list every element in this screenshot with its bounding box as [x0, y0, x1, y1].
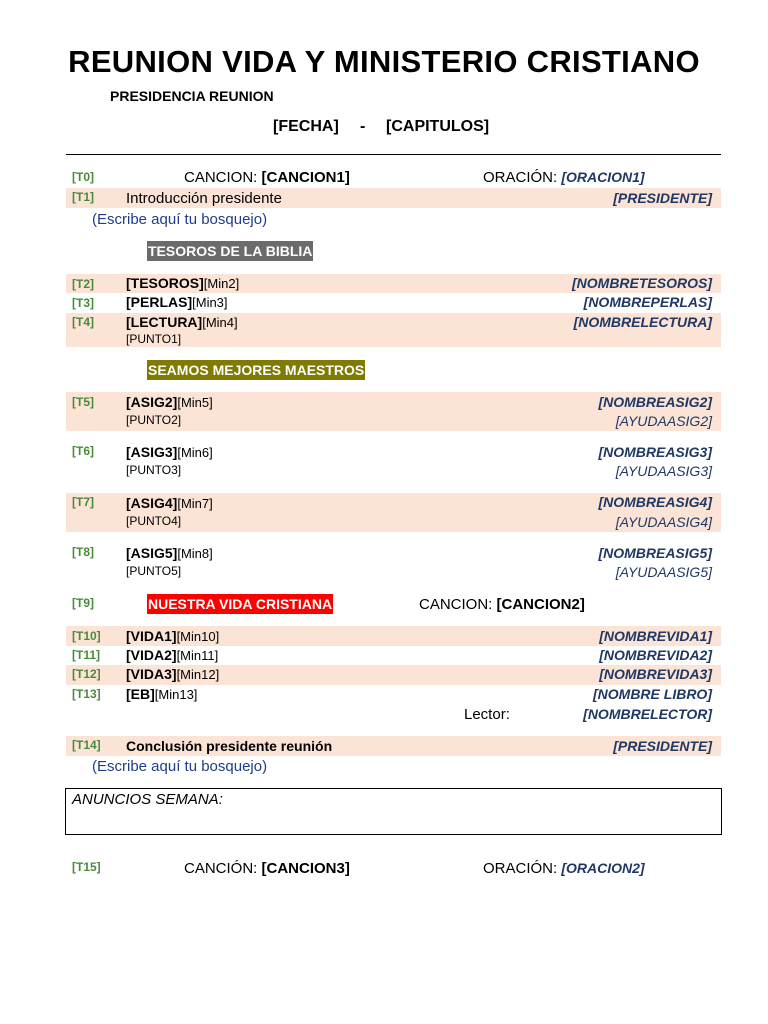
section-maestros: SEAMOS MEJORES MAESTROS [148, 362, 365, 378]
song-label: CANCION: [419, 596, 493, 613]
president-name: [PRESIDENTE] [613, 190, 712, 206]
helper-name: [AYUDAASIG4] [615, 514, 712, 530]
part-title-text: [LECTURA] [126, 314, 203, 330]
part-minutes: [Min4] [202, 315, 238, 330]
part-title [126, 394, 213, 410]
section-vida: NUESTRA VIDA CRISTIANA [148, 596, 333, 612]
part-point: [PUNTO3] [126, 463, 182, 477]
part-title-text: [VIDA2] [126, 647, 177, 663]
row-tag: [T6] [72, 444, 94, 458]
assignee-name: [NOMBRELECTURA] [573, 314, 712, 330]
part-title [126, 686, 197, 702]
part-title [126, 666, 219, 682]
helper-name: [AYUDAASIG3] [615, 463, 712, 479]
assignee-name: [NOMBREASIG5] [598, 545, 712, 561]
assignee-name: [NOMBRETESOROS] [572, 275, 712, 291]
prayer-label: ORACIÓN: [483, 860, 558, 877]
intro-text: Introducción presidente [126, 190, 282, 207]
part-title [126, 444, 213, 460]
part-title [126, 294, 228, 310]
row-tag: [T1] [72, 190, 94, 204]
part-point: [PUNTO5] [126, 564, 182, 578]
part-minutes: [Min7] [177, 496, 213, 511]
part-title [126, 314, 238, 330]
part-minutes: [Min13] [154, 687, 198, 702]
assignee-name: [NOMBREPERLAS] [583, 294, 712, 310]
part-title [126, 647, 218, 663]
row-tag: [T5] [72, 395, 94, 409]
opening-song [184, 169, 350, 186]
prayer-value: [ORACION2] [561, 860, 645, 876]
song-label: CANCIÓN: [184, 860, 258, 877]
row-tag: [T14] [72, 738, 101, 752]
part-minutes: [Min8] [177, 546, 213, 561]
part-title-text: [PERLAS] [126, 294, 193, 310]
song-label: CANCION: [184, 169, 258, 186]
part-minutes: [Min5] [177, 395, 213, 410]
assignee-name: [NOMBREVIDA1] [599, 628, 712, 644]
assignee-name: [NOMBREVIDA2] [599, 647, 712, 663]
book-name: [NOMBRE LIBRO] [593, 686, 712, 702]
part-title [126, 495, 213, 511]
president-name: [PRESIDENTE] [613, 738, 712, 754]
opening-prayer [483, 169, 645, 186]
row-tag: [T12] [72, 667, 101, 681]
row-tag: [T0] [72, 170, 94, 184]
part-title-text: [ASIG4] [126, 495, 178, 511]
part-title [126, 275, 239, 291]
closing-prayer [483, 860, 645, 877]
helper-name: [AYUDAASIG5] [615, 564, 712, 580]
chapters-placeholder: [CAPITULOS] [386, 118, 490, 135]
part-minutes: [Min6] [177, 445, 213, 460]
announcements-label: ANUNCIOS SEMANA: [72, 791, 223, 808]
part-minutes: [Min12] [176, 667, 220, 682]
part-title [126, 628, 219, 644]
part-minutes: [Min3] [192, 295, 228, 310]
part-title-text: [VIDA1] [126, 628, 177, 644]
part-title-text: [ASIG5] [126, 545, 178, 561]
song-value: [CANCION1] [261, 169, 350, 186]
part-minutes: [Min2] [203, 276, 240, 291]
section-tesoros: TESOROS DE LA BIBLIA [148, 243, 313, 259]
header-divider [66, 154, 721, 155]
row-tag: [T2] [72, 277, 94, 291]
reader-label: Lector: [464, 706, 510, 723]
reader-name: [NOMBRELECTOR] [583, 706, 712, 722]
part-point: [PUNTO4] [126, 514, 182, 528]
row-tag: [T10] [72, 629, 101, 643]
part-point: [PUNTO2] [126, 413, 182, 427]
row-tag: [T15] [72, 860, 101, 874]
part-point: [PUNTO1] [126, 332, 182, 346]
part-minutes: [Min11] [176, 648, 219, 663]
outline-placeholder[interactable]: (Escribe aquí tu bosquejo) [92, 211, 268, 228]
row-tag: [T8] [72, 545, 94, 559]
conclusion-text: Conclusión presidente reunión [126, 738, 333, 754]
row-tag: [T9] [72, 596, 94, 610]
assignee-name: [NOMBREVIDA3] [599, 666, 712, 682]
date-separator: - [360, 118, 366, 135]
part-title-text: [EB] [126, 686, 155, 702]
part-title-text: [ASIG3] [126, 444, 178, 460]
announcements-box[interactable] [65, 788, 722, 835]
row-tag: [T7] [72, 495, 94, 509]
part-title-text: [TESOROS] [126, 275, 204, 291]
page-title: REUNION VIDA Y MINISTERIO CRISTIANO [68, 44, 700, 79]
assignee-name: [NOMBREASIG3] [598, 444, 712, 460]
row-tag: [T4] [72, 315, 94, 329]
closing-song [184, 860, 350, 877]
row-tag: [T13] [72, 687, 101, 701]
prayer-label: ORACIÓN: [483, 169, 558, 186]
helper-name: [AYUDAASIG2] [615, 413, 712, 429]
part-title [126, 545, 213, 561]
part-title-text: [ASIG2] [126, 394, 178, 410]
outline-placeholder[interactable]: (Escribe aquí tu bosquejo) [92, 758, 268, 775]
part-title-text: [VIDA3] [126, 666, 177, 682]
part-minutes: [Min10] [176, 629, 220, 644]
row-tag: [T3] [72, 296, 94, 310]
row-tag: [T11] [72, 648, 101, 662]
page-subtitle: PRESIDENCIA REUNION [110, 88, 274, 104]
song-value: [CANCION2] [496, 596, 585, 613]
assignee-name: [NOMBREASIG2] [598, 394, 712, 410]
song-value: [CANCION3] [261, 860, 350, 877]
vida-song [419, 596, 585, 613]
prayer-value: [ORACION1] [561, 169, 645, 185]
assignee-name: [NOMBREASIG4] [598, 494, 712, 510]
date-placeholder: [FECHA] [273, 118, 339, 135]
